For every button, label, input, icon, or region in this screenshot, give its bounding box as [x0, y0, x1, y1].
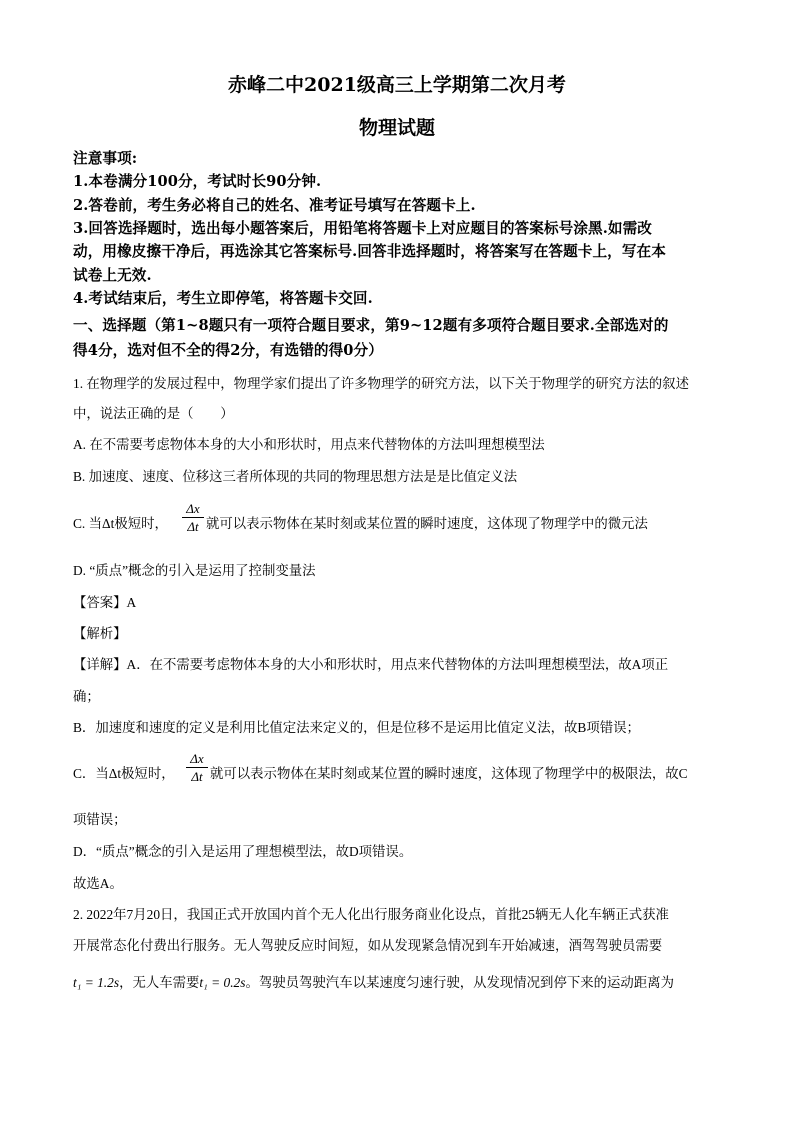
notice-heading: 注意事项:: [73, 150, 138, 167]
q1-option-a: A. 在不需要考虑物体本身的大小和形状时，用点来代替物体的方法叫理想模型法: [73, 437, 545, 452]
q2-stem-line-3: [73, 972, 674, 991]
q2-line3-middle: ，无人车需要: [119, 975, 200, 990]
notice-item-4: 4.考试结束后，考生立即停笔，将答题卡交回.: [73, 290, 373, 307]
q1-detail-c-prefix: C．当Δt极短时，: [73, 766, 175, 781]
q1-option-c-fraction: [182, 501, 204, 534]
section-heading-line-1: 一、选择题（第1~8题只有一项符合题目要求，第9~12题有多项符合题目要求.全部选对的: [73, 317, 669, 334]
q1-option-d: D. “质点”概念的引入是运用了控制变量法: [73, 563, 316, 578]
section-heading-line-2: 得4分，选对但不全的得2分，有选错的得0分）: [73, 342, 383, 359]
q1-option-c-prefix: C. 当Δt极短时，: [73, 516, 168, 531]
q2-stem-line-2: 开展常态化付费出行服务。无人驾驶反应时间短，如从发现紧急情况到车开始减速，酒驾驾驶员需要: [73, 938, 663, 953]
fraction-denominator: Δt: [187, 519, 199, 534]
notice-item-3-line-3: 试卷上无效.: [73, 267, 152, 284]
fraction-numerator: Δx: [186, 501, 200, 516]
q1-detail-line-2: 确；: [73, 689, 100, 704]
q2-t1-driverless: t₁ = 0.2s: [199, 975, 246, 990]
q1-detail-c-fraction: [186, 751, 208, 784]
q2-stem-line-1: 2. 2022年7月20日，我国正式开放国内首个无人化出行服务商业化设点，首批25辆无人化车辆正式获准: [73, 907, 669, 922]
exam-title: 赤峰二中2021级高三上学期第二次月考: [228, 74, 566, 96]
q1-analysis-label: 【解析】: [73, 626, 127, 641]
q1-answer: 【答案】A: [73, 595, 137, 610]
q1-detail-c-text: 就可以表示物体在某时刻或某位置的瞬时速度，这体现了物理学中的极限法，故C: [210, 766, 688, 781]
q1-option-c-text: 就可以表示物体在某时刻或某位置的瞬时速度，这体现了物理学中的微元法: [206, 516, 648, 531]
q1-stem-line-2: 中，说法正确的是（ ）: [73, 406, 234, 421]
fraction-numerator: Δx: [190, 751, 204, 766]
q1-conclusion: 故选A。: [73, 876, 123, 891]
fraction-denominator: Δt: [191, 769, 203, 784]
notice-item-3-line-2: 动，用橡皮擦干净后，再选涂其它答案标号.回答非选择题时，将答案写在答题卡上，写在本: [73, 243, 666, 260]
q1-detail-b: B．加速度和速度的定义是利用比值定法来定义的，但是位移不是运用比值定义法，故B项错误；: [73, 720, 640, 735]
q1-detail-line-1: 【详解】A．在不需要考虑物体本身的大小和形状时，用点来代替物体的方法叫理想模型法，故A项正: [73, 657, 669, 672]
fraction-bar: [182, 517, 204, 518]
q1-option-b: B. 加速度、速度、位移这三者所体现的共同的物理思想方法是是比值定义法: [73, 469, 518, 484]
fraction-bar: [186, 767, 208, 768]
exam-subtitle: 物理试题: [358, 117, 435, 139]
q1-stem-line-1: 1. 在物理学的发展过程中，物理学家们提出了许多物理学的研究方法，以下关于物理学的研究方法的叙述: [73, 376, 689, 391]
q2-t1-human: t₁ = 1.2s: [73, 975, 120, 990]
notice-item-2: 2.答卷前，考生务必将自己的姓名、准考证号填写在答题卡上.: [73, 197, 476, 214]
q1-detail-c-line-2: 项错误；: [73, 812, 127, 827]
q2-line3-end: 。驾驶员驾驶汽车以某速度匀速行驶，从发现情况到停下来的运动距离为: [245, 975, 674, 990]
notice-item-1: 1.本卷满分100分，考试时长90分钟.: [73, 173, 322, 190]
notice-item-3-line-1: 3.回答选择题时，选出每小题答案后，用铅笔将答题卡上对应题目的答案标号涂黑.如需改: [73, 220, 652, 237]
q1-detail-d: D．“质点”概念的引入是运用了理想模型法，故D项错误。: [73, 844, 413, 859]
